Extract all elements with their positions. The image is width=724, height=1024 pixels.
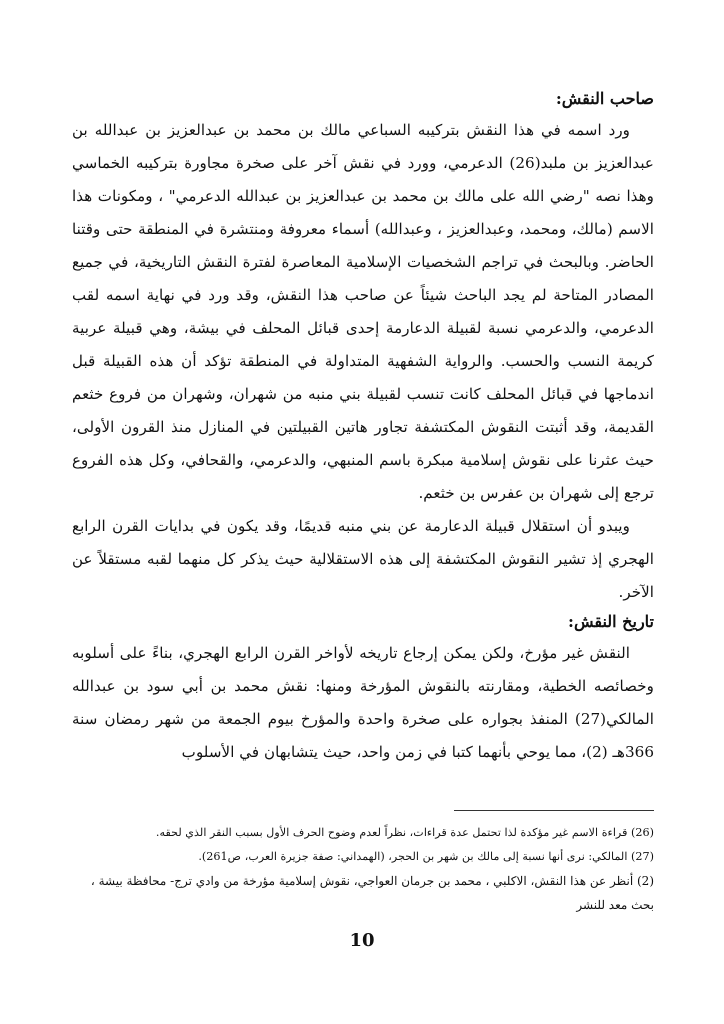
footnote-27: (27) المالكي: نرى أنها نسبة إلى مالك بن شهر بن الحجر، (الهمداني: صفة جزيرة العرب، ص261). [198,850,654,863]
footnotes [72,810,654,917]
footnote-26: (26) قراءة الاسم غير مؤكدة لذا تحتمل عدة قراءات، نظراً لعدم وضوح الحرف الأول بسبب النقر الذي لحقه. [155,826,654,839]
footnote-divider [454,810,654,811]
section-heading-author: صاحب النقش: [555,89,654,108]
paragraph-author-1: ورد اسمه في هذا النقش بتركيبه السباعي مالك بن محمد بن عبدالعزيز بن عبدالله بن عبدالعزيز بن ملبد(26) الدعرمي، وورد في نقش آخر على صخرة مجاورة بتركيبه الخماسي وهذا نصه "رضي الله على مالك بن محمد بن عبدالعزيز بن عبدالله الدعرمي" ، ومكونات هذا الاسم (مالك، ومحمد، وعبدالعزيز ، وعبدالله) أسماء معروفة ومنتشرة في المنطقة حتى وقتنا الحاضر. وبالبحث في تراجم الشخصيات الإسلامية المعاصرة لفترة النقش التاريخية، في جميع المصادر المتاحة لم يجد الباحث شيئاً عن صاحب هذا النقش، وقد ورد في نهاية اسمه لقب الدعرمي، والدعرمي نسبة لقبيلة الدعارمة إحدى قبائل المحلف في بيشة، وهي قبيلة عربية كريمة النسب والحسب. والرواية الشفهية المتداولة في المنطقة تؤكد أن هذه القبيلة قبل اندماجها في قبائل المحلف كانت تنسب لقبيلة بني منبه من شهران، وشهران من فروع خثعم القديمة، وقد أثبتت النقوش المكتشفة تجاور هاتين القبيلتين في المنازل منذ القرون الأولى، حيث عثرنا على نقوش إسلامية مبكرة باسم المنبهي، والدعرمي، والقحافي، وكل هذه الفروع ترجع إلى شهران بن عفرس بن خثعم. [72,121,654,502]
section-heading-date: تاريخ النقش: [568,612,654,631]
paragraph-date-1: النقش غير مؤرخ، ولكن يمكن إرجاع تاريخه لأواخر القرن الرابع الهجري، بناءً على أسلوبه وخصائصه الخطية، ومقارنته بالنقوش المؤرخة ومنها: نقش محمد بن أبي سود بن عبدالله المالكي(27) المنفذ بجواره على صخرة واحدة والمؤرخ بيوم الجمعة من شهر رمضان سنة 366هـ (2)، مما يوحي بأنهما كتبا في زمن واحد، حيث يتشابهان في الأسلوب [72,644,654,761]
page-number: 10 [349,930,375,951]
main-text [72,88,654,769]
footnote-2: (2) أنظر عن هذا النقش، الاكلبي ، محمد بن جرمان العواجي، نقوش إسلامية مؤرخة من وادي ترج- محافظة بيشة ، بحث معد للنشر [90,874,654,912]
paragraph-author-2: ويبدو أن استقلال قبيلة الدعارمة عن بني منبه قديمًا، وقد يكون في بدايات القرن الرابع الهجري إذ تشير النقوش المكتشفة إلى هذه الاستقلالية حيث يذكر كل منهما لقبه مستقلاً عن الآخر. [72,517,654,601]
